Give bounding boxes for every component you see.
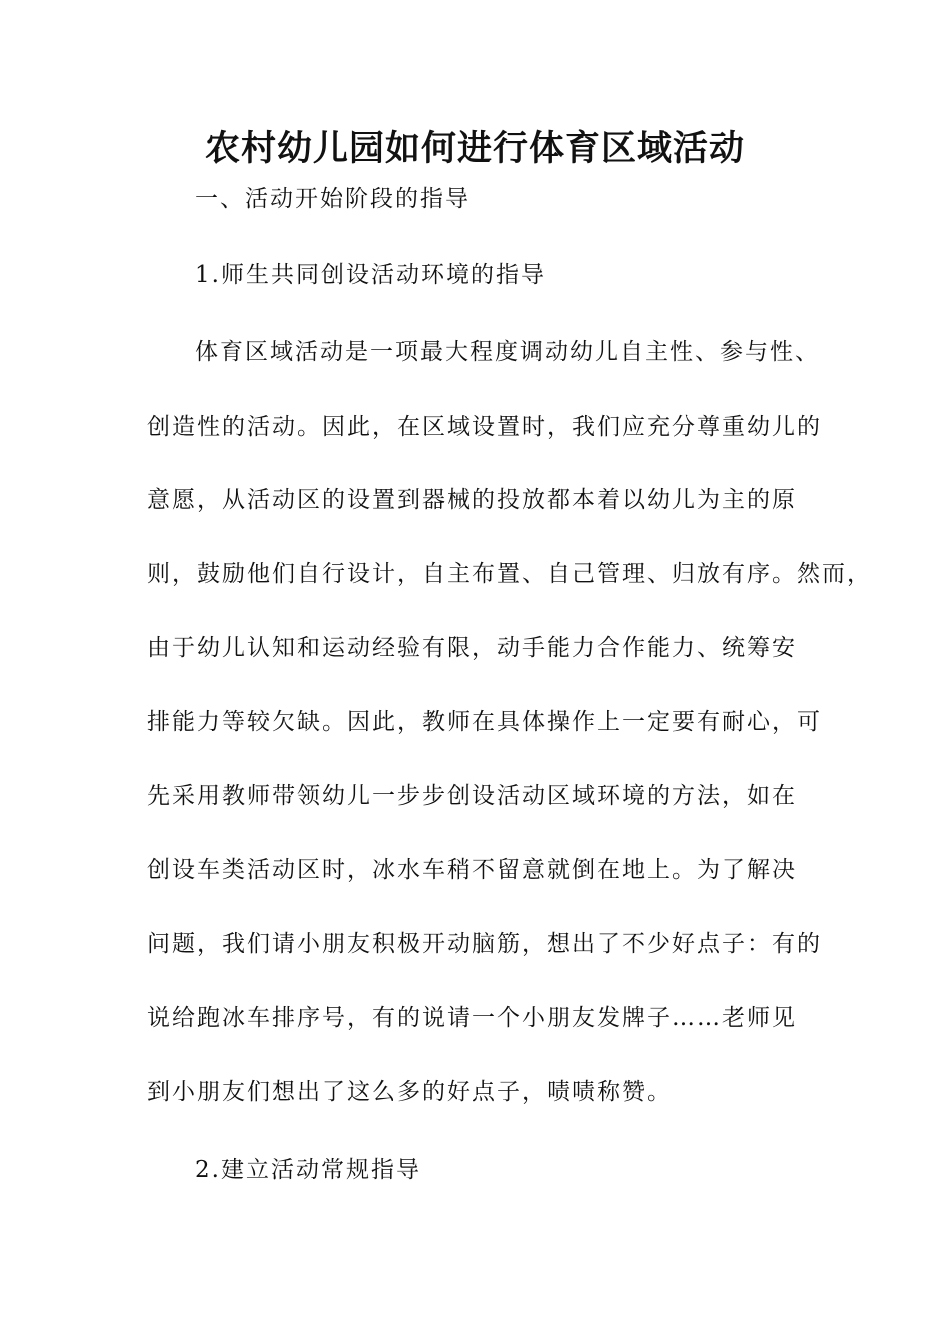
paragraph-line: 先采用教师带领幼儿一步步创设活动区域环境的方法，如在 <box>147 783 797 809</box>
paragraph-line: 意愿，从活动区的设置到器械的投放都本着以幼儿为主的原 <box>147 487 797 513</box>
paragraph-line: 创造性的活动。因此，在区域设置时，我们应充分尊重幼儿的 <box>147 414 822 440</box>
paragraph-line: 排能力等较欠缺。因此，教师在具体操作上一定要有耐心，可 <box>147 709 822 735</box>
paragraph-line: 问题，我们请小朋友积极开动脑筋，想出了不少好点子：有的 <box>147 931 822 957</box>
section-heading: 一、活动开始阶段的指导 <box>195 186 470 212</box>
paragraph-line: 到小朋友们想出了这么多的好点子，啧啧称赞。 <box>147 1079 672 1105</box>
paragraph-line: 则，鼓励他们自行设计，自主布置、自己管理、归放有序。然而， <box>147 561 872 587</box>
paragraph-line: 由于幼儿认知和运动经验有限，动手能力合作能力、统筹安 <box>147 635 797 661</box>
paragraph-line: 创设车类活动区时，冰水车稍不留意就倒在地上。为了解决 <box>147 857 797 883</box>
paragraph-line: 体育区域活动是一项最大程度调动幼儿自主性、参与性、 <box>195 339 820 365</box>
subsection-heading: 1.师生共同创设活动环境的指导 <box>195 262 546 288</box>
document-title: 农村幼儿园如何进行体育区域活动 <box>204 129 745 169</box>
subsection-heading: 2.建立活动常规指导 <box>195 1157 421 1183</box>
paragraph-line: 说给跑冰车排序号，有的说请一个小朋友发牌子……老师见 <box>147 1005 797 1031</box>
